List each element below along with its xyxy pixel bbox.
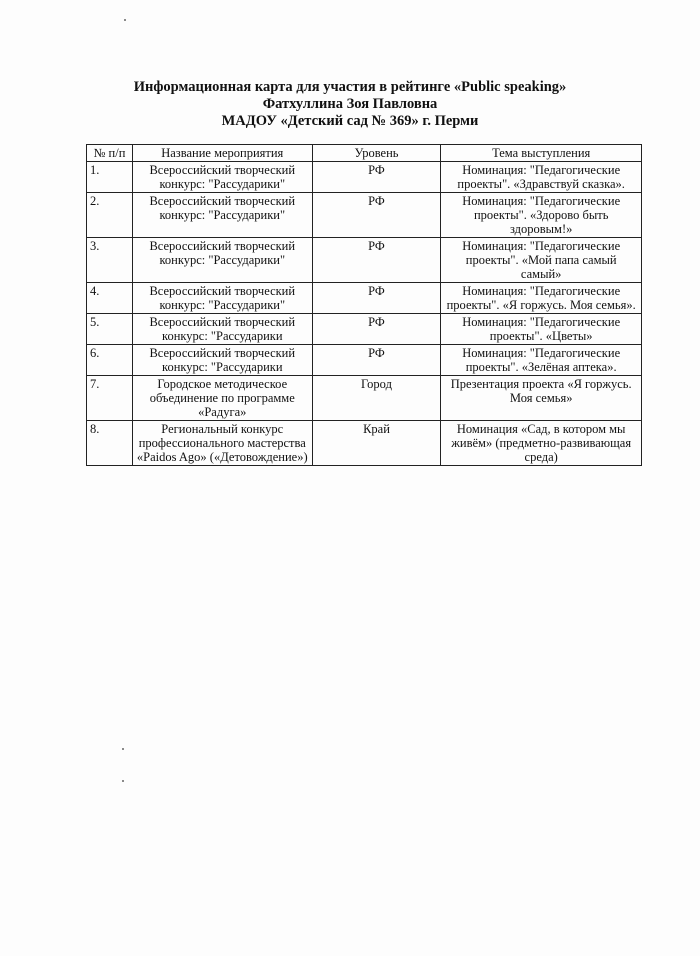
- row-number: 5.: [87, 314, 133, 345]
- events-table: [86, 144, 642, 466]
- organization-name: МАДОУ «Детский сад № 369» г. Перми: [221, 113, 479, 129]
- event-name: Всероссийский творческий конкурс: "Рассударики: [132, 345, 312, 376]
- event-level: РФ: [312, 193, 441, 238]
- presentation-topic: Номинация: "Педагогические проекты". «Здорово быть здоровым!»: [441, 193, 642, 238]
- event-name: Всероссийский творческий конкурс: "Рассударики: [132, 314, 312, 345]
- event-level: Город: [312, 376, 441, 421]
- presentation-topic: Номинация: "Педагогические проекты". «Здравствуй сказка».: [441, 162, 642, 193]
- table-row: [87, 283, 642, 314]
- table-row: [87, 345, 642, 376]
- document-title: Информационная карта для участия в рейтинге «Public speaking»: [133, 79, 567, 95]
- table-row: [87, 193, 642, 238]
- row-number: 4.: [87, 283, 133, 314]
- event-name: Всероссийский творческий конкурс: "Рассударики": [132, 283, 312, 314]
- table-row: [87, 376, 642, 421]
- event-name: Всероссийский творческий конкурс: "Рассударики": [132, 162, 312, 193]
- event-level: Край: [312, 421, 441, 466]
- event-level: РФ: [312, 238, 441, 283]
- document-header: [0, 79, 700, 130]
- row-number: 7.: [87, 376, 133, 421]
- table-row: [87, 238, 642, 283]
- table-row: [87, 314, 642, 345]
- event-level: РФ: [312, 162, 441, 193]
- table-row: [87, 421, 642, 466]
- presentation-topic: Номинация: "Педагогические проекты". «Зелёная аптека».: [441, 345, 642, 376]
- table-row: [87, 162, 642, 193]
- table-header-row: [87, 145, 642, 162]
- column-header-number: № п/п: [87, 145, 133, 162]
- column-header-event: Название мероприятия: [132, 145, 312, 162]
- row-number: 1.: [87, 162, 133, 193]
- event-level: РФ: [312, 314, 441, 345]
- scan-speck: [122, 780, 124, 782]
- row-number: 3.: [87, 238, 133, 283]
- presentation-topic: Презентация проекта «Я горжусь. Моя семья»: [441, 376, 642, 421]
- event-name: Всероссийский творческий конкурс: "Рассударики": [132, 193, 312, 238]
- event-name: Городское методическое объединение по программе «Радуга»: [132, 376, 312, 421]
- event-name: Региональный конкурс профессионального мастерства «Paidos Ago» («Детовождение»): [132, 421, 312, 466]
- scan-speck: [124, 19, 126, 21]
- row-number: 2.: [87, 193, 133, 238]
- presentation-topic: Номинация: "Педагогические проекты". «Я горжусь. Моя семья».: [441, 283, 642, 314]
- presentation-topic: Номинация: "Педагогические проекты". «Мой папа самый самый»: [441, 238, 642, 283]
- scan-speck: [122, 748, 124, 750]
- column-header-level: Уровень: [312, 145, 441, 162]
- row-number: 6.: [87, 345, 133, 376]
- presentation-topic: Номинация: "Педагогические проекты". «Цветы»: [441, 314, 642, 345]
- author-name: Фатхуллина Зоя Павловна: [262, 96, 438, 112]
- event-level: РФ: [312, 283, 441, 314]
- presentation-topic: Номинация «Сад, в котором мы живём» (предметно-развивающая среда): [441, 421, 642, 466]
- event-level: РФ: [312, 345, 441, 376]
- column-header-topic: Тема выступления: [441, 145, 642, 162]
- row-number: 8.: [87, 421, 133, 466]
- event-name: Всероссийский творческий конкурс: "Рассударики": [132, 238, 312, 283]
